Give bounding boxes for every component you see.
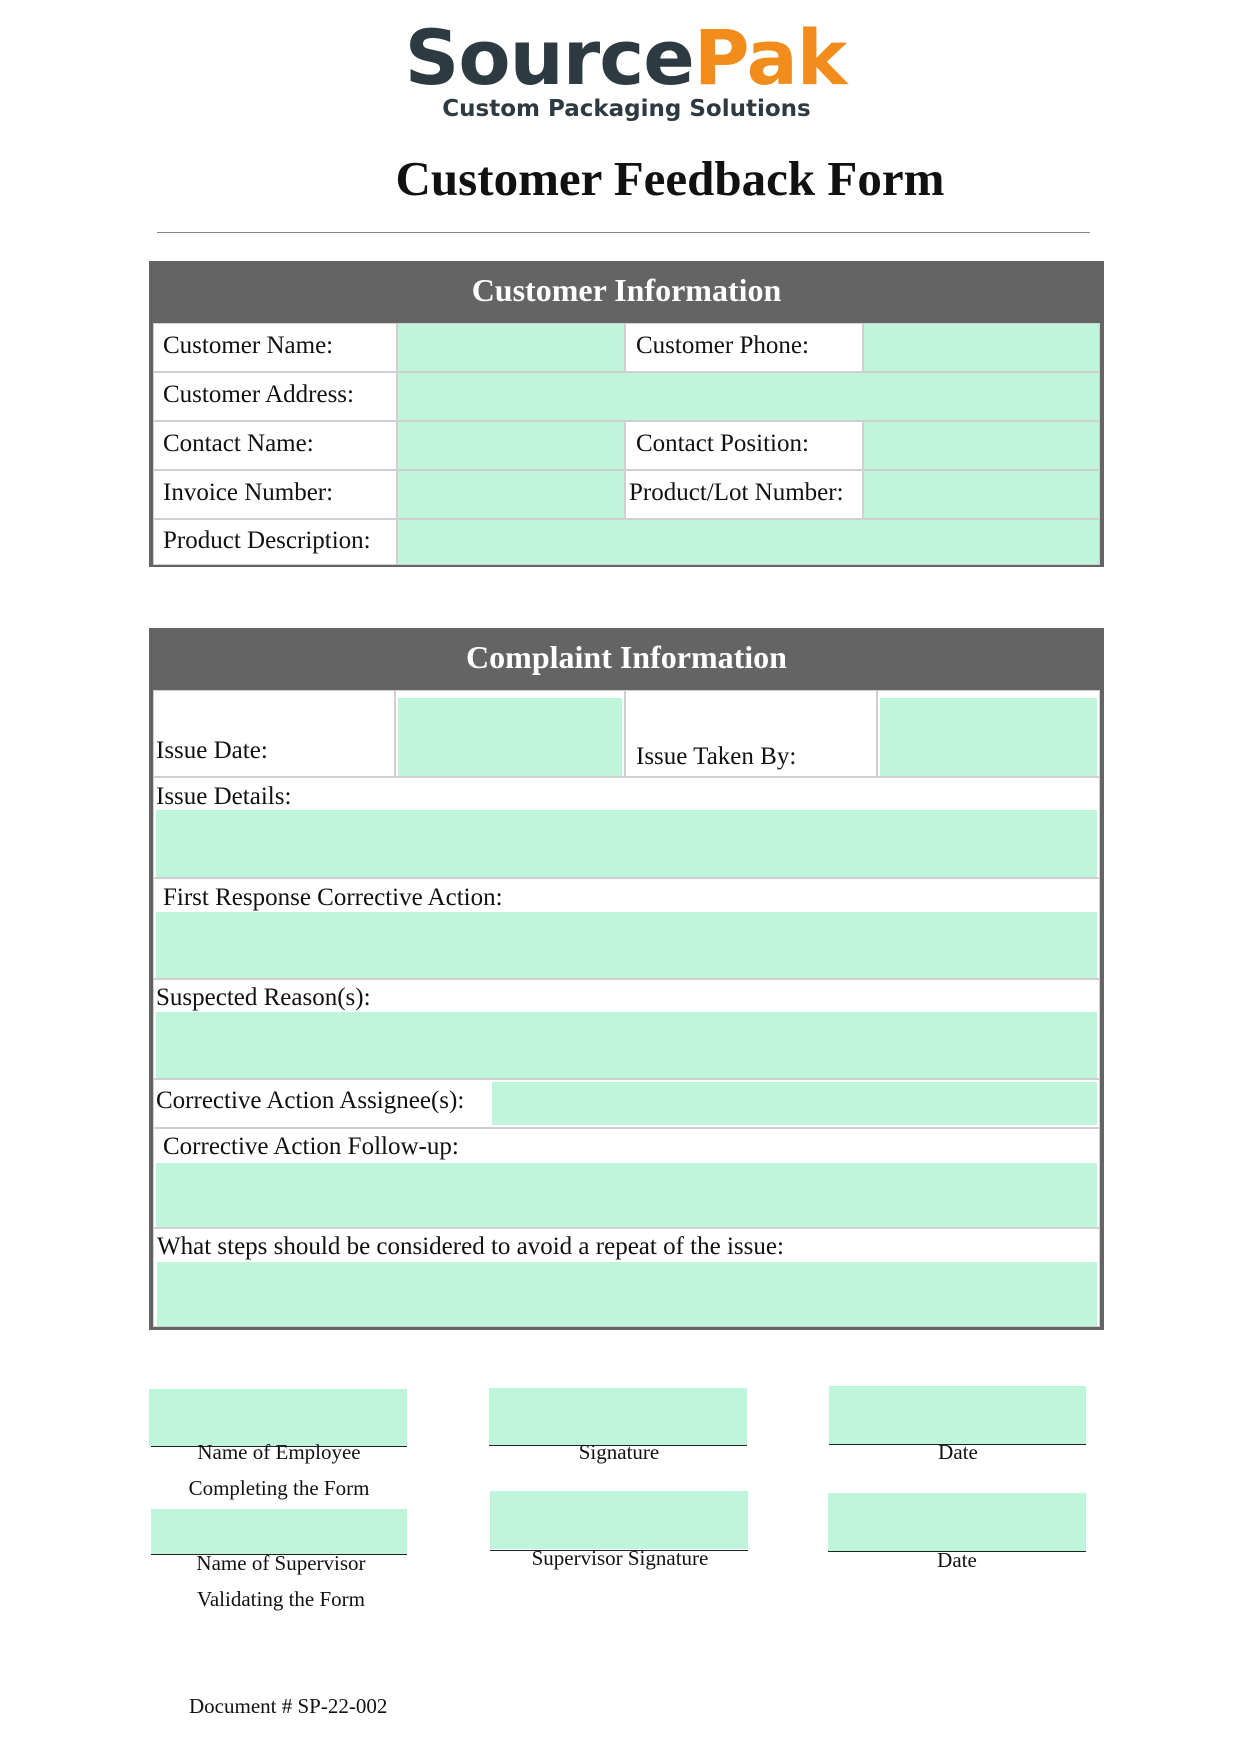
product-description-label-cell <box>153 519 397 565</box>
follow-up-label: Corrective Action Follow-up: <box>163 1133 459 1160</box>
customer-phone-label: Customer Phone: <box>636 332 809 359</box>
issue-taken-by-label-cell <box>625 690 877 777</box>
invoice-number-field[interactable] <box>397 470 625 519</box>
first-response-label: First Response Corrective Action: <box>163 884 503 911</box>
suspected-reasons-label: Suspected Reason(s): <box>156 984 371 1011</box>
date-caption-2: Date <box>937 1548 977 1572</box>
avoid-repeat-field[interactable] <box>157 1262 1097 1326</box>
avoid-repeat-label: What steps should be considered to avoid a repeat of the issue: <box>157 1233 784 1260</box>
customer-name-field[interactable] <box>397 323 625 372</box>
follow-up-block <box>153 1128 1100 1228</box>
complaint-information-heading: Complaint Information <box>466 639 787 675</box>
complaint-information-section <box>149 628 1104 1330</box>
issue-taken-by-cell <box>877 690 1100 777</box>
avoid-repeat-block <box>153 1228 1100 1327</box>
product-lot-number-field[interactable] <box>863 470 1100 519</box>
logo-pak-text: Pak <box>693 13 847 102</box>
suspected-reasons-field[interactable] <box>156 1012 1097 1078</box>
sourcepak-logo <box>0 13 1241 122</box>
assignees-label: Corrective Action Assignee(s): <box>156 1087 465 1114</box>
customer-phone-label-cell <box>625 323 863 372</box>
supervisor-name-caption-line1: Name of Supervisor <box>196 1551 366 1575</box>
form-title: Customer Feedback Form <box>395 151 945 206</box>
signature-caption: Signature <box>578 1440 660 1464</box>
contact-name-label-cell <box>153 421 397 470</box>
employee-name-caption-line2: Completing the Form <box>188 1476 370 1500</box>
employee-name-caption-line1: Name of Employee <box>197 1440 361 1464</box>
product-description-label: Product Description: <box>163 527 371 554</box>
document-number: Document # SP-22-002 <box>189 1694 388 1718</box>
product-lot-number-label-cell <box>625 470 863 519</box>
title-divider <box>157 232 1090 233</box>
customer-information-grid <box>153 323 1100 565</box>
customer-name-label: Customer Name: <box>163 332 334 359</box>
suspected-reasons-block <box>153 979 1100 1079</box>
contact-name-field[interactable] <box>397 421 625 470</box>
logo-tagline: Custom Packaging Solutions <box>442 96 811 122</box>
contact-name-label: Contact Name: <box>163 430 314 457</box>
customer-name-label-cell <box>153 323 397 372</box>
issue-date-label-cell <box>153 690 395 777</box>
invoice-number-label: Invoice Number: <box>163 479 334 506</box>
contact-position-label: Contact Position: <box>636 430 809 457</box>
first-response-block <box>153 878 1100 979</box>
issue-details-label: Issue Details: <box>156 783 292 810</box>
contact-position-label-cell <box>625 421 863 470</box>
issue-date-cell <box>395 690 625 777</box>
customer-address-field[interactable] <box>397 372 1100 421</box>
customer-information-section <box>149 261 1104 567</box>
customer-phone-field[interactable] <box>863 323 1100 372</box>
issue-taken-by-field[interactable] <box>880 698 1097 776</box>
customer-address-label: Customer Address: <box>163 381 354 408</box>
assignees-block <box>153 1079 1100 1128</box>
issue-date-label: Issue Date: <box>156 737 268 764</box>
issue-details-block <box>153 777 1100 878</box>
complaint-information-grid <box>153 690 1100 1327</box>
supervisor-name-caption-line2: Validating the Form <box>197 1587 365 1611</box>
issue-taken-by-label: Issue Taken By: <box>636 743 797 770</box>
logo-source-text: Source <box>404 13 694 102</box>
invoice-number-label-cell <box>153 470 397 519</box>
employee-name-caption <box>149 1434 409 1506</box>
customer-information-heading: Customer Information <box>471 272 782 308</box>
supervisor-name-caption <box>151 1545 411 1617</box>
issue-details-field[interactable] <box>156 810 1097 877</box>
product-description-field[interactable] <box>397 519 1100 565</box>
logo-wordmark <box>10 13 1241 102</box>
supervisor-signature-caption: Supervisor Signature <box>531 1546 709 1570</box>
date-caption-1: Date <box>938 1440 978 1464</box>
customer-address-label-cell <box>153 372 397 421</box>
follow-up-field[interactable] <box>156 1163 1097 1227</box>
product-lot-number-label: Product/Lot Number: <box>629 479 844 506</box>
assignees-field[interactable] <box>492 1082 1097 1125</box>
issue-date-field[interactable] <box>398 698 622 776</box>
first-response-field[interactable] <box>156 912 1097 978</box>
contact-position-field[interactable] <box>863 421 1100 470</box>
